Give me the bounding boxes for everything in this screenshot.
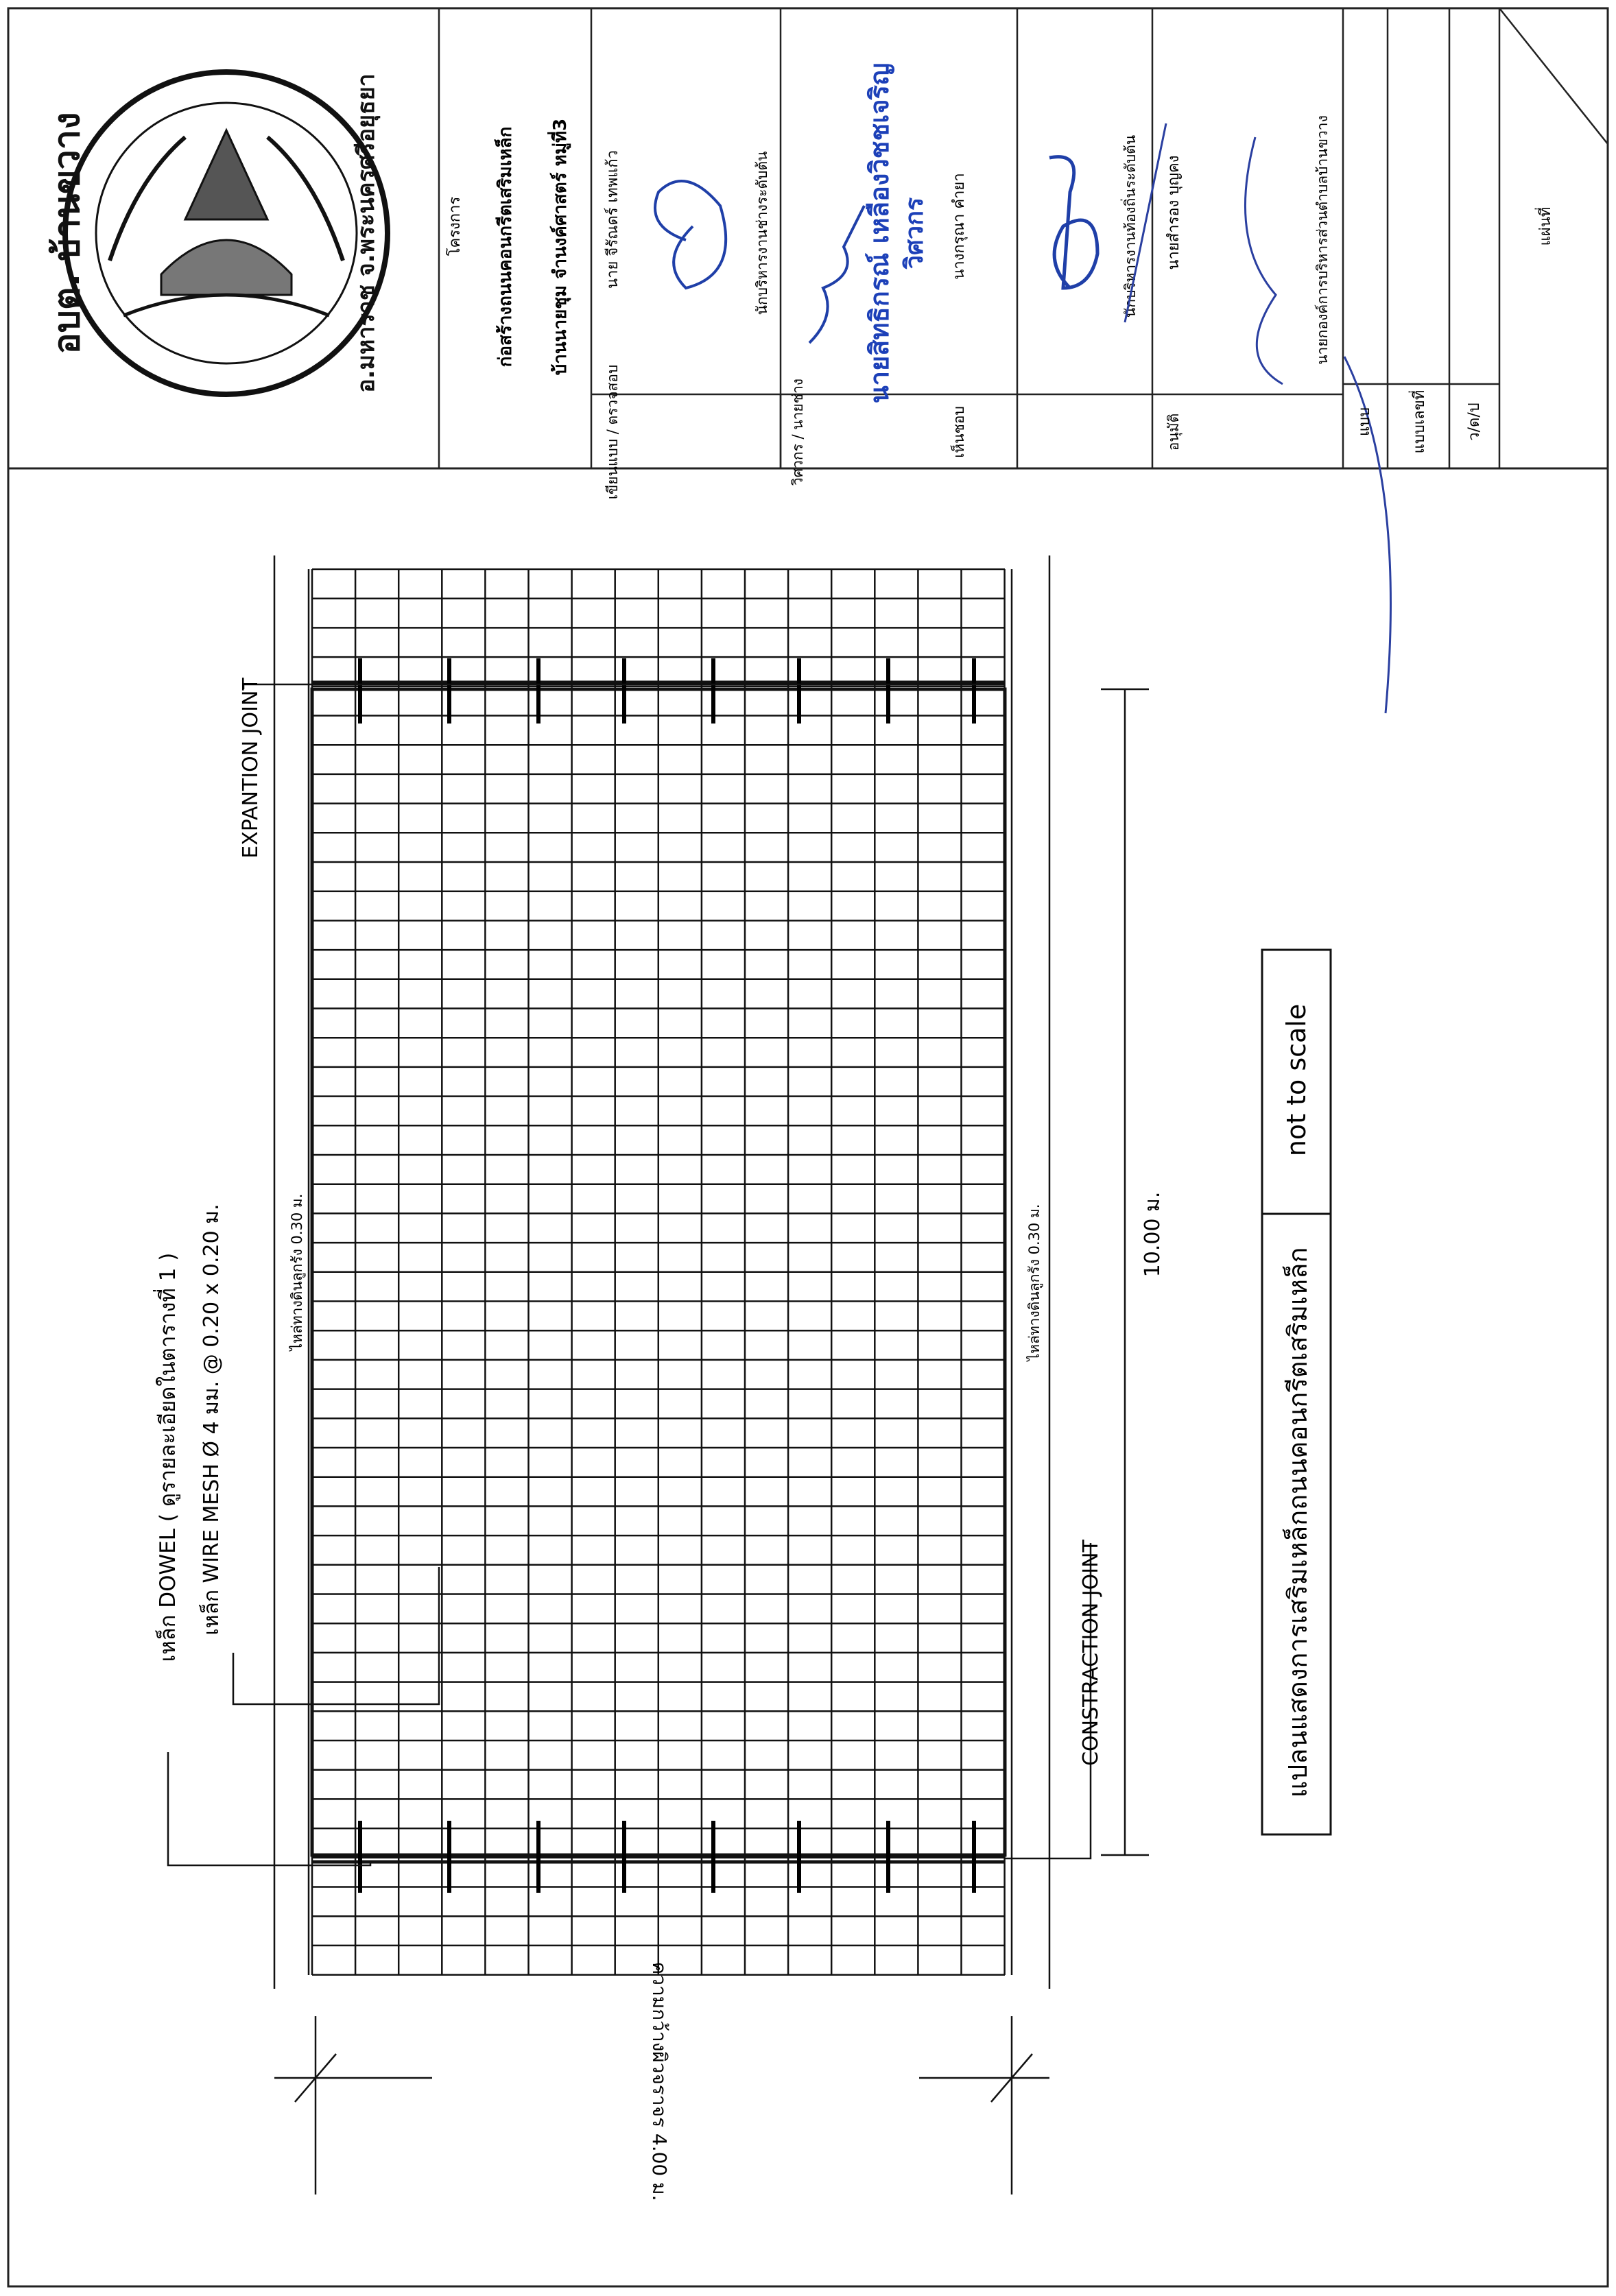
dowel-label: เหล็ก DOWEL ( ดูรายละเอียดในตารางที่ 1 ) [156, 1252, 180, 1662]
road-plan [153, 555, 1331, 2201]
engineer-stamp-name: นายสิทธิกรณ์ เหลืองวิชชเจริญ [864, 62, 894, 404]
dowel-bars [360, 658, 974, 1893]
engineer-label: วิศวกร / นายช่าง [789, 378, 806, 486]
designer-signature [655, 181, 726, 288]
date-label: ว/ด/ป [1466, 403, 1483, 441]
designer-position: นักบริหารงานช่างระดับต้น [754, 151, 770, 315]
shoulder-top-label: ไหล่ทางดินลูกรัง 0.30 ม. [289, 1193, 305, 1351]
organization-seal [47, 72, 388, 394]
project-location: บ้านนายชุม จำนงค์ศาสตร์ หมู่ที่3 [550, 118, 571, 376]
construction-joint-label: CONSTRACTION JOINT [1079, 1540, 1103, 1766]
drawing-title-box [1262, 950, 1331, 1834]
wire-mesh-leader [233, 1567, 439, 1704]
approver2-name: นายสำรอง บุญคง [1165, 155, 1183, 270]
approver2-position: นายกองค์การบริหารส่วนตำบลบ้านขวาง [1314, 115, 1331, 365]
wire-mesh-grid [312, 569, 1005, 1975]
engineer-signature [809, 206, 864, 343]
sheet-no-label: แบบเลขที่ [1411, 390, 1428, 454]
designer-label: เขียนแบบ / ตรวจสอบ [604, 364, 621, 500]
title-block [47, 8, 1608, 713]
project-name: ก่อสร้างถนนคอนกรีตเสริมเหล็ก [495, 126, 516, 368]
designer-name: นาย จีรัณดร์ เทพแก้ว [604, 150, 621, 289]
sheet-type-label: แบบ [1356, 407, 1373, 437]
length-dimension-label: 10.00 ม. [1141, 1191, 1165, 1278]
wire-mesh-label: เหล็ก WIRE MESH Ø 4 มม. @ 0.20 x 0.20 ม. [200, 1204, 224, 1636]
seal-text-top: อบต. บ้านขวาง [47, 112, 88, 355]
approver2-label: อนุมัติ [1165, 413, 1182, 451]
seal-text-bottom: อ.มหาราช จ.พระนครศรีอยุธยา [353, 73, 380, 393]
shoulder-bottom-label: ไหล่ทางดินลูกรัง 0.30 ม. [1026, 1204, 1043, 1361]
drawing-title: แปลนแสดงการเสริมเหล็กถนนคอนกรีตเสริมเหล็ก [1283, 1247, 1313, 1798]
width-dimension-label: ความกว้างผิวจราจร 4.00 ม. [648, 1961, 671, 2201]
construction-joint-leader [1005, 1543, 1091, 1858]
page-label: แผ่นที่ [1537, 206, 1554, 246]
approver1-position: นักบริหารงานท้องถิ่นระดับต้น [1122, 134, 1139, 318]
scale-note: not to scale [1281, 1003, 1311, 1157]
project-label: โครงการ [447, 196, 464, 256]
expansion-joint-label: EXPANTION JOINT [239, 678, 263, 859]
approver1-signature [1049, 157, 1097, 288]
approver1-label: เห็นชอบ [951, 406, 967, 458]
approver1-name: นางกรุณา คำยา [951, 173, 968, 280]
engineer-stamp-title: วิศวกร [901, 197, 929, 270]
